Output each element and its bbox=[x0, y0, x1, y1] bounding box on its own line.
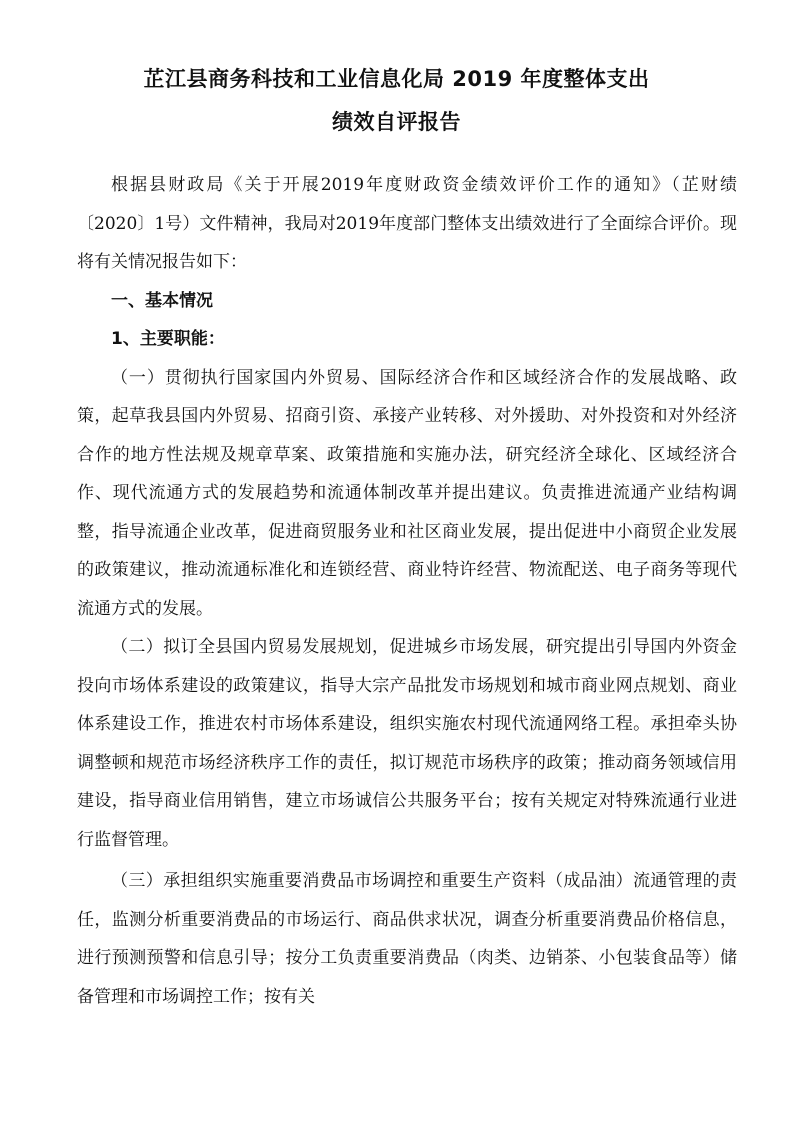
document-title bbox=[0, 58, 793, 144]
subsection-heading-main-functions: 1、主要职能： bbox=[111, 329, 225, 349]
document-body bbox=[77, 166, 737, 1016]
duty-paragraph-2: （二）拟订全县国内贸易发展规划，促进城乡市场发展，研究提出引导国内外资金投向市场体系建设的政策建议，指导大宗产品批发市场规划和城市商业网点规划、商业体系建设工作，推进农村市场体系建设，组织实施农村现代流通网络工程。承担牵头协调整顿和规范市场经济秩序工作的责任，拟订规范市场秩序的政策；推动商务领域信用建设，指导商业信用销售，建立市场诚信公共服务平台；按有关规定对特殊流通行业进行监督管理。 bbox=[77, 637, 737, 850]
section-heading-basic-info: 一、基本情况 bbox=[111, 290, 213, 311]
duty-paragraph-1: （一）贯彻执行国家国内外贸易、国际经济合作和区域经济合作的发展战略、政策，起草我县国内外贸易、招商引资、承接产业转移、对外援助、对外投资和对外经济合作的地方性法规及规章草案、政策措施和实施办法，研究经济全球化、区域经济合作、现代流通方式的发展趋势和流通体制改革并提出建议。负责推进流通产业结构调整，指导流通企业改革，促进商贸服务业和社区商业发展，提出促进中小商贸企业发展的政策建议，推动流通标准化和连锁经营、商业特许经营、物流配送、电子商务等现代流通方式的发展。 bbox=[77, 367, 737, 619]
intro-paragraph: 根据县财政局《关于开展2019年度财政资金绩效评价工作的通知》（芷财绩〔2020〕1号）文件精神，我局对2019年度部门整体支出绩效进行了全面综合评价。现将有关情况报告如下： bbox=[77, 175, 737, 272]
duty-paragraph-3: （三）承担组织实施重要消费品市场调控和重要生产资料（成品油）流通管理的责任，监测分析重要消费品的市场运行、商品供求状况，调查分析重要消费品价格信息，进行预测预警和信息引导；按分工负责重要消费品（肉类、边销茶、小包装食品等）储备管理和市场调控工作；按有关 bbox=[77, 871, 737, 1007]
title-line-1: 芷江县商务科技和工业信息化局 2019 年度整体支出 bbox=[143, 67, 650, 91]
title-line-2: 绩效自评报告 bbox=[332, 110, 461, 134]
